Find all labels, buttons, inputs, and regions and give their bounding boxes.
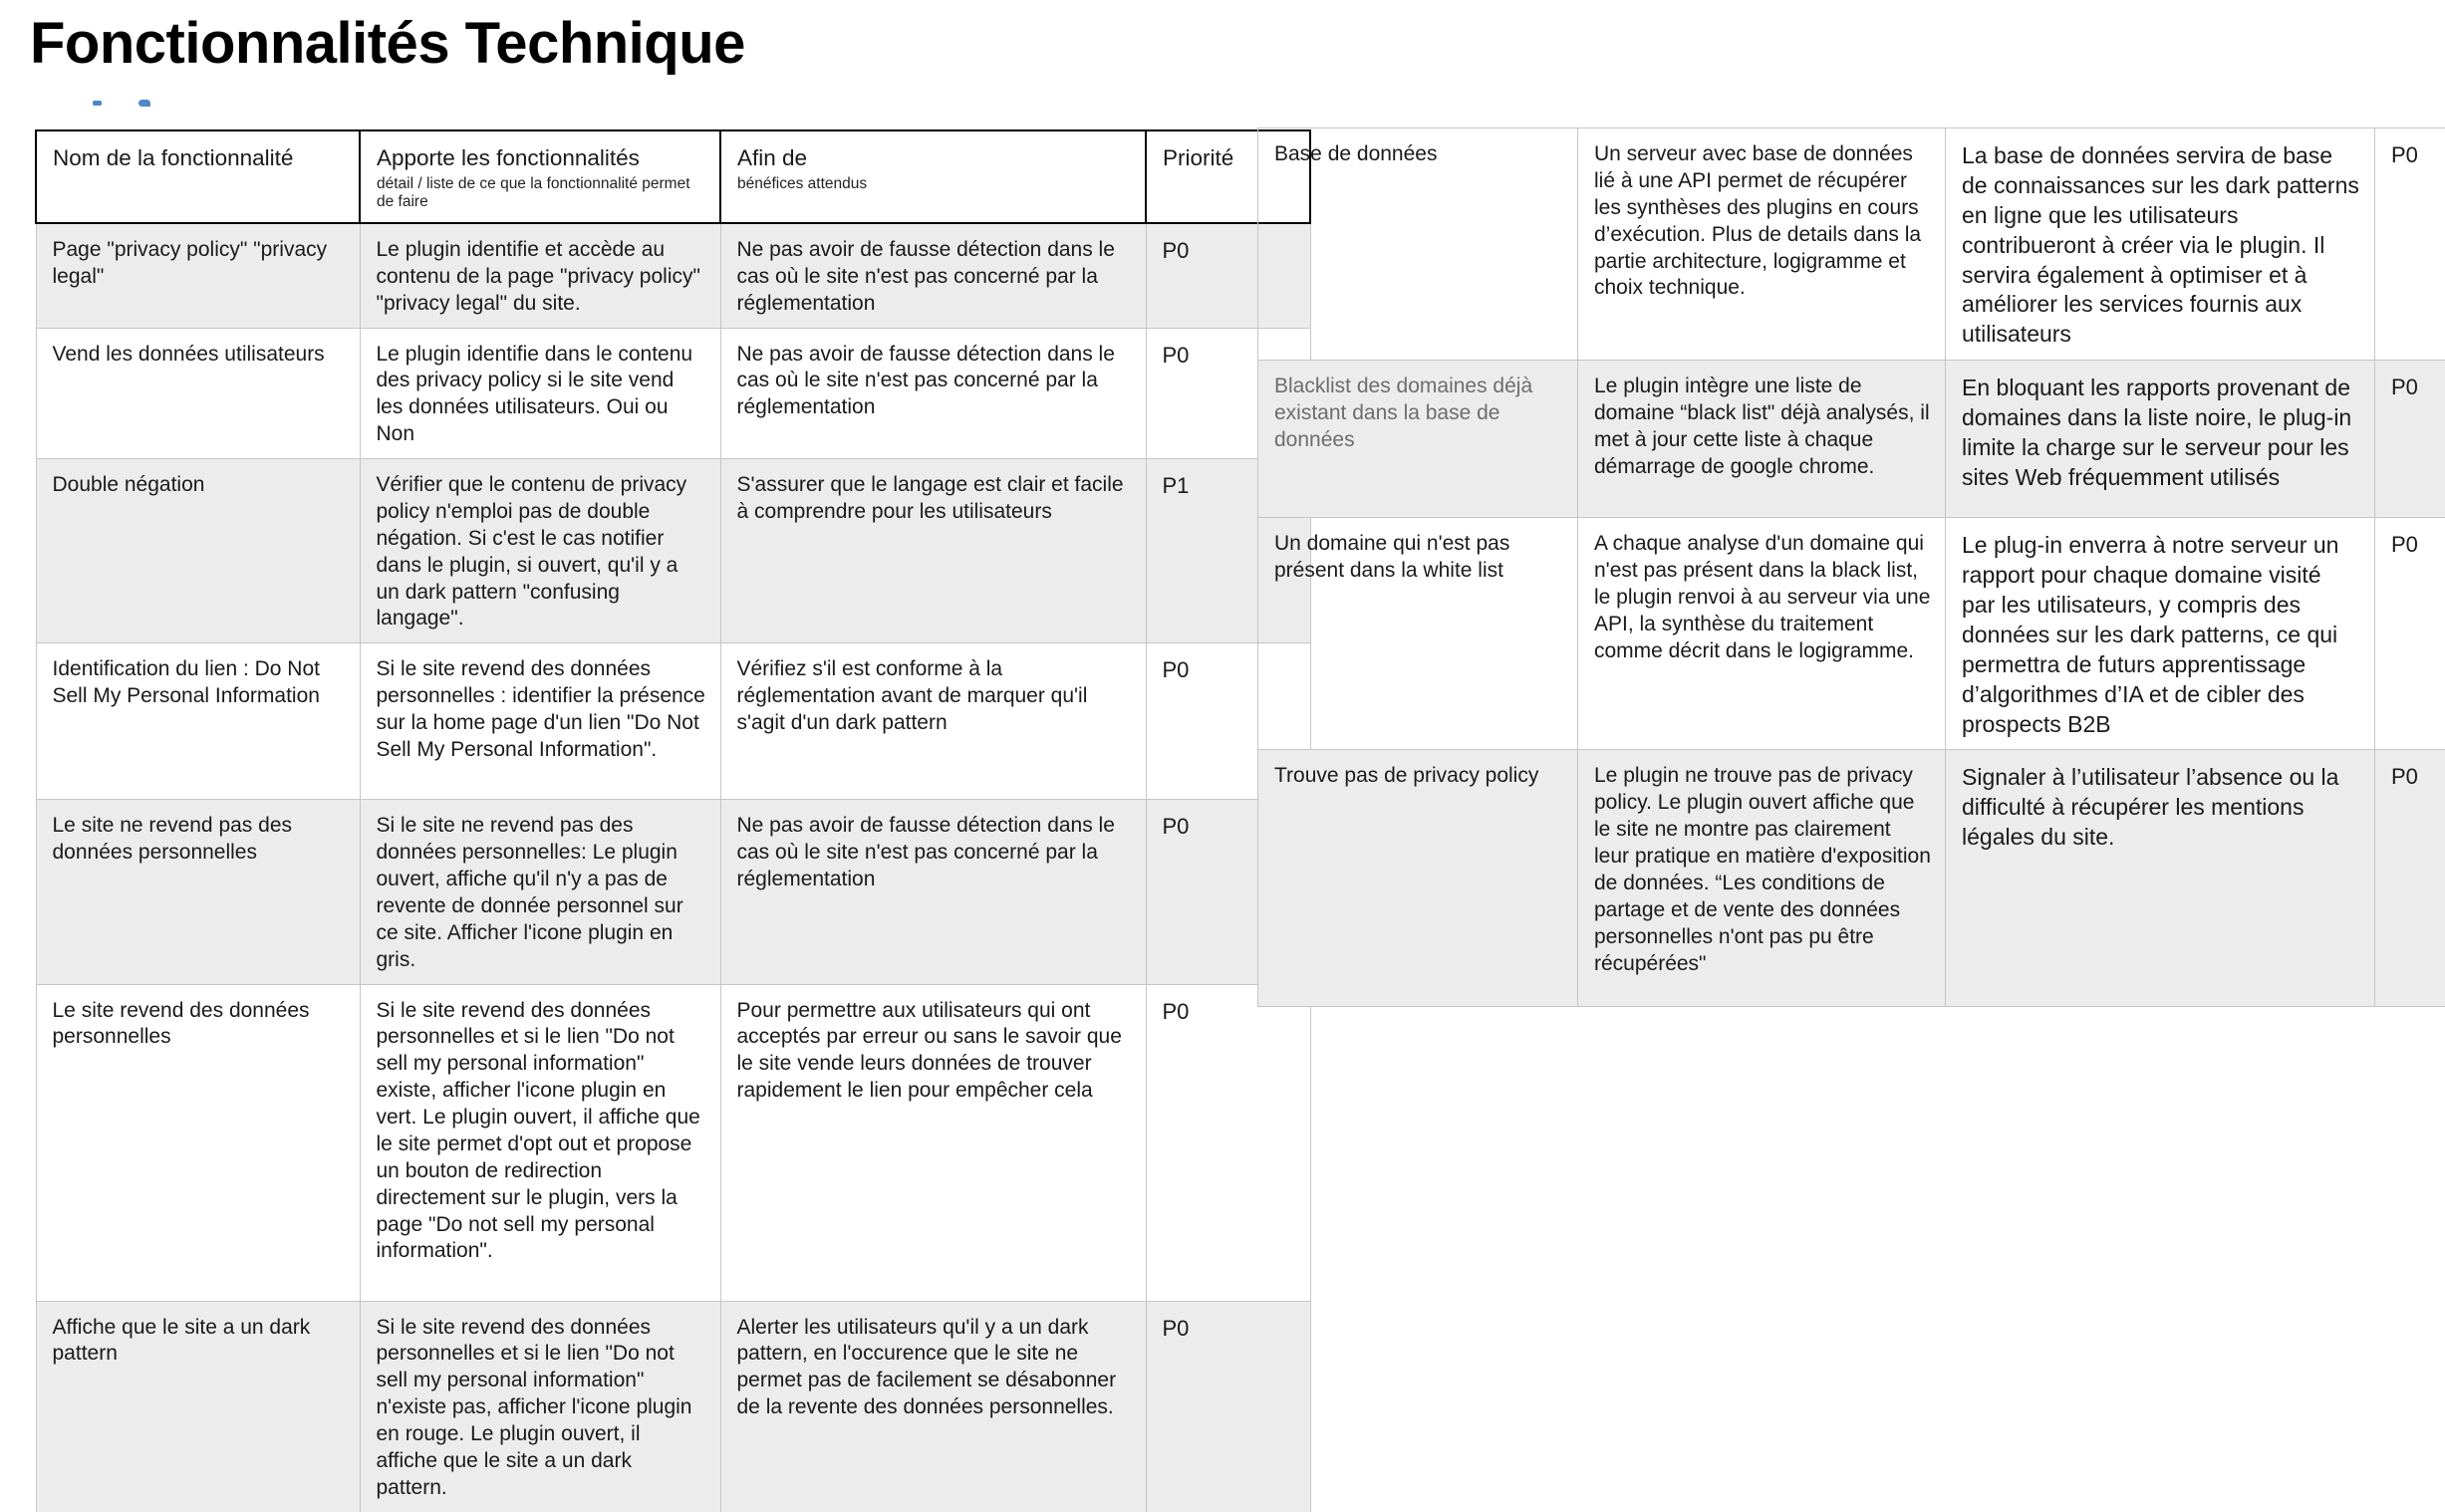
table-row bbox=[1258, 128, 2445, 361]
priority-cell: P0 bbox=[1146, 643, 1310, 800]
priority-cell: P1 bbox=[1146, 459, 1310, 643]
table-row bbox=[36, 643, 1310, 800]
table-row bbox=[36, 328, 1310, 459]
feature-benefit-cell: Le plug-in enverra à notre serveur un rapport pour chaque domaine visité par les utilisateurs, y compris des données sur les dark patterns, ce qui permettra de futurs apprentissage d’algorithmes d’IA et de cibler des prospects B2B bbox=[1946, 518, 2375, 750]
feature-benefit-cell: Ne pas avoir de fausse détection dans le cas où le site n'est pas concerné par la réglementation bbox=[720, 800, 1146, 984]
feature-detail-cell: A chaque analyse d'un domaine qui n'est pas présent dans la black list, le plugin renvoi à au serveur via une API, la synthèse du traitement comme décrit dans le logigramme. bbox=[1578, 518, 1946, 750]
feature-name-cell: Trouve pas de privacy policy bbox=[1258, 750, 1578, 1007]
table-row bbox=[36, 800, 1310, 984]
feature-benefit-cell: En bloquant les rapports provenant de domaines dans la liste noire, le plug-in limite la charge sur le serveur pour les sites Web fréquemment utilisés bbox=[1946, 361, 2375, 518]
feature-detail-cell: Le plugin intègre une liste de domaine “black list" déjà analysés, il met à jour cette liste à chaque démarrage de google chrome. bbox=[1578, 361, 1946, 518]
header-apporte-sub: détail / liste de ce que la fonctionnalité permet de faire bbox=[377, 174, 690, 211]
feature-benefit-cell: La base de données servira de base de connaissances sur les dark patterns en ligne que les utilisateurs contribueront à créer via le plugin. Il servira également à optimiser et à améliorer les services fournis aux utilisateurs bbox=[1946, 128, 2375, 361]
header-afin-de bbox=[720, 130, 1146, 223]
feature-benefit-cell: Pour permettre aux utilisateurs qui ont acceptés par erreur ou sans le savoir que le site vende leurs données de trouver rapidement le lien pour empêcher cela bbox=[720, 984, 1146, 1301]
feature-detail-cell: Un serveur avec base de données lié à une API permet de récupérer les synthèses des plugins en cours d’exécution. Plus de details dans la partie architecture, logigramme et choix technique. bbox=[1578, 128, 1946, 361]
feature-benefit-cell: Vérifiez s'il est conforme à la réglementation avant de marquer qu'il s'agit d'un dark pattern bbox=[720, 643, 1146, 800]
table-row bbox=[1258, 750, 2445, 1007]
feature-name-cell: Affiche que le site a un dark pattern bbox=[36, 1301, 360, 1512]
feature-detail-cell: Vérifier que le contenu de privacy policy n'emploi pas de double négation. Si c'est le cas notifier dans le plugin, si ouvert, qu'il y a un dark pattern "confusing langage". bbox=[360, 459, 720, 643]
features-table-right bbox=[1257, 127, 2445, 1007]
table-row bbox=[1258, 361, 2445, 518]
feature-name-cell: Identification du lien : Do Not Sell My Personal Information bbox=[36, 643, 360, 800]
header-priorite-label: Priorité bbox=[1163, 145, 1234, 170]
feature-detail-cell: Le plugin identifie dans le contenu des privacy policy si le site vend les données utilisateurs. Oui ou Non bbox=[360, 328, 720, 459]
feature-name-cell: Un domaine qui n'est pas présent dans la white list bbox=[1258, 518, 1578, 750]
feature-name-cell: Vend les données utilisateurs bbox=[36, 328, 360, 459]
feature-name-cell: Blacklist des domaines déjà existant dans la base de données bbox=[1258, 361, 1578, 518]
table-header-row bbox=[36, 130, 1310, 223]
feature-detail-cell: Le plugin ne trouve pas de privacy policy. Le plugin ouvert affiche que le site ne montre pas clairement leur pratique en matière d'exposition de données. “Les conditions de partage et de vente des données personnelles n'ont pas pu être récupérées" bbox=[1578, 750, 1946, 1007]
header-apporte bbox=[360, 130, 720, 223]
feature-name-cell: Page "privacy policy" "privacy legal" bbox=[36, 223, 360, 328]
priority-cell: P0 bbox=[1146, 984, 1310, 1301]
priority-cell: P0 bbox=[1146, 1301, 1310, 1512]
table-row bbox=[36, 459, 1310, 643]
table-row bbox=[36, 223, 1310, 328]
feature-detail-cell: Si le site revend des données personnelles et si le lien "Do not sell my personal information" n'existe pas, afficher l'icone plugin en rouge. Le plugin ouvert, il affiche que le site a un dark pattern. bbox=[360, 1301, 720, 1512]
table-row bbox=[36, 984, 1310, 1301]
page-title: Fonctionnalités Technique bbox=[30, 11, 745, 76]
feature-benefit-cell: Ne pas avoir de fausse détection dans le cas où le site n'est pas concerné par la réglementation bbox=[720, 328, 1146, 459]
header-apporte-label: Apporte les fonctionnalités bbox=[377, 145, 640, 170]
blue-mark-icon bbox=[93, 101, 102, 106]
table-row bbox=[1258, 518, 2445, 750]
feature-name-cell: Le site revend des données personnelles bbox=[36, 984, 360, 1301]
priority-cell: P0 bbox=[2375, 361, 2445, 518]
feature-detail-cell: Le plugin identifie et accède au contenu de la page "privacy policy" "privacy legal" du site. bbox=[360, 223, 720, 328]
priority-cell: P0 bbox=[2375, 750, 2445, 1007]
feature-name-cell: Le site ne revend pas des données personnelles bbox=[36, 800, 360, 984]
priority-cell: P0 bbox=[2375, 128, 2445, 361]
feature-benefit-cell: S'assurer que le langage est clair et facile à comprendre pour les utilisateurs bbox=[720, 459, 1146, 643]
feature-benefit-cell: Alerter les utilisateurs qu'il y a un dark pattern, en l'occurence que le site ne permet pas de facilement se désabonner de la revente des données personnelles. bbox=[720, 1301, 1146, 1512]
feature-name-cell: Base de données bbox=[1258, 128, 1578, 361]
feature-detail-cell: Si le site ne revend pas des données personnelles: Le plugin ouvert, affiche qu'il n'y a pas de revente de donnée personnel sur ce site. Afficher l'icone plugin en gris. bbox=[360, 800, 720, 984]
feature-name-cell: Double négation bbox=[36, 459, 360, 643]
priority-cell: P0 bbox=[1146, 223, 1310, 328]
blue-mark-icon bbox=[138, 100, 150, 107]
priority-cell: P0 bbox=[1146, 328, 1310, 459]
annotation-marks bbox=[93, 100, 162, 110]
features-table-left bbox=[35, 129, 1311, 1512]
priority-cell: P0 bbox=[1146, 800, 1310, 984]
feature-detail-cell: Si le site revend des données personnelles : identifier la présence sur la home page d'un lien "Do Not Sell My Personal Information". bbox=[360, 643, 720, 800]
header-nom-label: Nom de la fonctionnalité bbox=[53, 145, 294, 170]
header-nom bbox=[36, 130, 360, 223]
header-afin-de-sub: bénéfices attendus bbox=[737, 174, 868, 192]
feature-benefit-cell: Ne pas avoir de fausse détection dans le cas où le site n'est pas concerné par la réglementation bbox=[720, 223, 1146, 328]
feature-benefit-cell: Signaler à l’utilisateur l’absence ou la difficulté à récupérer les mentions légales du site. bbox=[1946, 750, 2375, 1007]
feature-detail-cell: Si le site revend des données personnelles et si le lien "Do not sell my personal information" existe, afficher l'icone plugin en vert. Le plugin ouvert, il affiche que le site permet d'opt out et propose un bouton de redirection directement sur le plugin, vers la page "Do not sell my personal information". bbox=[360, 984, 720, 1301]
priority-cell: P0 bbox=[2375, 518, 2445, 750]
table-row bbox=[36, 1301, 1310, 1512]
header-afin-de-label: Afin de bbox=[737, 145, 808, 170]
